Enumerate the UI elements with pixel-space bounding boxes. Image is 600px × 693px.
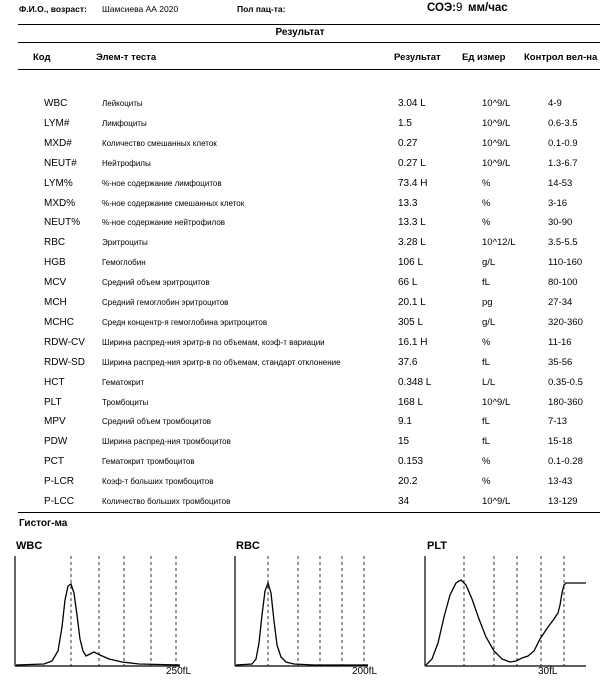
cell-code: NEUT# [44,157,77,169]
cell-code: PLT [44,396,62,408]
table-row [0,452,600,472]
cell-ref: 1.3-6.7 [548,157,578,169]
cell-ref: 11-16 [548,336,572,348]
table-row [0,253,600,273]
cell-ref: 35-56 [548,356,573,368]
table-row [0,472,600,492]
cell-code: NEUT% [44,217,81,229]
cell-name: Средн концентр-я гемоглобина эритроцитов [102,317,268,327]
table-row [0,393,600,413]
cell-unit: 10^12/L [482,237,516,249]
cell-code: LYM# [44,117,70,129]
cell-unit: g/L [482,316,496,328]
cell-name: %-ное содержание смешанных клеток [102,198,245,208]
cell-result: 3.04 L [398,98,426,109]
cell-ref: 0.1-0.28 [548,456,583,468]
col-code: Код [33,52,51,63]
cell-code: MCH [44,297,67,308]
cell-ref: 3.5-5.5 [548,237,578,249]
plt-axis-label: 30fL [538,666,558,677]
title-divider [18,42,600,43]
table-row [0,293,600,313]
cell-code: PDW [44,436,68,448]
wbc-histogram-plot [14,555,180,667]
cell-unit: 10^9/L [482,157,511,169]
cell-result: 168 L [398,396,424,408]
report-header [0,2,600,24]
section-title: Результат [275,27,325,38]
cell-ref: 4-9 [548,98,562,109]
cell-ref: 110-160 [548,257,583,269]
table-row [0,412,600,432]
table-row [0,313,600,333]
cell-ref: 30-90 [548,217,573,229]
cell-name: Гемоглобин [102,258,146,268]
esr-unit: мм/час [468,2,508,14]
cell-result: 20.1 L [398,297,426,308]
cell-ref: 80-100 [548,277,578,289]
table-row [0,333,600,353]
cell-code: WBC [44,98,68,109]
table-row [0,213,600,233]
cell-code: MXD# [44,137,72,149]
cell-result: 0.27 L [398,157,426,169]
cell-name: Ширина распред-ния эритр-в по объемам, стандарт отклонение [102,357,341,367]
cell-ref: 13-129 [548,496,578,507]
cell-name: Средний объем тромбоцитов [102,417,212,427]
rbc-histogram-plot [234,555,368,667]
cell-result: 0.348 L [398,376,432,388]
cell-unit: % [482,476,491,488]
cell-ref: 0.1-0.9 [548,137,578,149]
cell-code: MXD% [44,197,76,209]
cell-unit: 10^9/L [482,396,511,408]
cell-ref: 14-53 [548,177,573,189]
cell-result: 34 [398,496,410,507]
cell-unit: g/L [482,257,496,269]
table-row [0,373,600,393]
cell-result: 3.28 L [398,237,426,249]
cell-unit: % [482,197,491,209]
table-row [0,194,600,214]
cell-name: Гематокрит [102,377,145,387]
cell-ref: 7-13 [548,416,568,428]
cell-name: Средний гемоглобин эритроцитов [102,298,229,307]
patient-value: Шамсиева АА 2020 [102,4,179,14]
cell-result: 305 L [398,316,424,328]
wbc-histogram-title: WBC [16,540,43,552]
cell-code: P-LCR [44,476,75,488]
cell-result: 9.1 [398,416,412,428]
cell-name: Количество больших тромбоцитов [102,497,231,506]
cell-result: 20.2 [398,476,418,488]
rbc-axis-label: 200fL [352,666,378,677]
table-row [0,154,600,174]
cell-result: 15 [398,436,410,448]
cell-name: Количество смешанных клеток [102,138,217,148]
cell-unit: fL [482,356,490,368]
cell-ref: 13-43 [548,476,573,488]
cell-result: 66 L [398,277,418,289]
cell-result: 13.3 [398,197,418,209]
cell-ref: 27-34 [548,297,573,308]
cell-name: Эритроциты [102,238,148,248]
cell-unit: 10^9/L [482,117,511,129]
cell-code: RBC [44,237,66,249]
cell-unit: fL [482,277,490,289]
cell-unit: % [482,336,491,348]
col-ref: Контрол вел-на [524,52,598,63]
cell-name: Средний объем эритроцитов [102,278,210,288]
table-row [0,233,600,253]
cell-name: Гематокрит тромбоцитов [102,457,195,467]
cell-unit: % [482,177,491,189]
cell-ref: 320-360 [548,316,583,328]
cell-name: Тромбоциты [102,397,149,407]
cell-ref: 0.35-0.5 [548,376,583,388]
cell-unit: % [482,217,491,229]
table-bottom-divider [18,512,600,513]
table-row [0,94,600,114]
cell-code: MCHC [44,316,74,328]
table-row [0,134,600,154]
table-row [0,273,600,293]
table-row [0,114,600,134]
cell-result: 13.3 L [398,217,426,229]
cell-code: HCT [44,376,65,388]
cell-unit: % [482,456,491,468]
cell-result: 16.1 H [398,336,428,348]
columns-divider [18,69,600,70]
col-name: Элем-т теста [96,52,157,63]
cell-result: 37.6 [398,356,418,368]
cell-name: Ширина распред-ния тромбоцитов [102,437,231,447]
cell-name: Коэф-т больших тромбоцитов [102,477,214,487]
header-divider [18,24,600,25]
col-unit: Ед измер [462,52,506,63]
table-row [0,353,600,373]
wbc-axis-label: 250fL [166,666,192,677]
cell-name: %-ное содержание нейтрофилов [102,218,226,228]
cell-code: MCV [44,277,67,289]
patient-label: Ф.И.О., возраст: [19,4,87,14]
cell-unit: L/L [482,376,496,388]
cell-name: Лимфоциты [102,118,147,128]
histogram-section-title: Гистог-ма [19,518,68,529]
cell-result: 1.5 [398,117,412,129]
rbc-histogram-title: RBC [236,540,260,552]
cell-unit: fL [482,416,490,428]
esr-value: 9 [456,2,463,14]
cell-name: Лейкоциты [102,99,143,108]
cell-code: RDW-SD [44,356,85,368]
table-row [0,432,600,452]
cell-unit: fL [482,436,490,448]
cell-result: 73.4 H [398,177,428,189]
col-result: Результат [394,52,441,63]
cell-unit: pg [482,297,493,308]
cell-result: 0.27 [398,137,418,149]
cell-name: Ширина распред-ния эритр-в по объемам, коэф-т вариации [102,337,325,347]
cell-unit: 10^9/L [482,137,511,149]
plt-histogram-title: PLT [427,540,447,552]
table-row [0,492,600,512]
cell-code: MPV [44,416,66,428]
plt-histogram-plot [424,555,586,667]
sex-label: Пол пац-та: [237,4,286,14]
cell-ref: 0.6-3.5 [548,117,578,129]
cell-ref: 180-360 [548,396,583,408]
cell-code: HGB [44,257,66,269]
cell-unit: 10^9/L [482,98,511,109]
cell-name: %-ное содержание лимфоцитов [102,178,222,188]
cell-result: 106 L [398,257,424,269]
cell-code: RDW-CV [44,336,85,348]
cell-result: 0.153 [398,456,424,468]
cell-name: Нейтрофилы [102,158,151,168]
cell-ref: 3-16 [548,197,568,209]
cell-ref: 15-18 [548,436,573,448]
cell-code: LYM% [44,177,73,189]
cell-code: PCT [44,456,64,468]
esr-label: СОЭ: [427,2,456,14]
cell-code: P-LCC [44,496,75,507]
cell-unit: 10^9/L [482,496,511,507]
table-row [0,174,600,194]
